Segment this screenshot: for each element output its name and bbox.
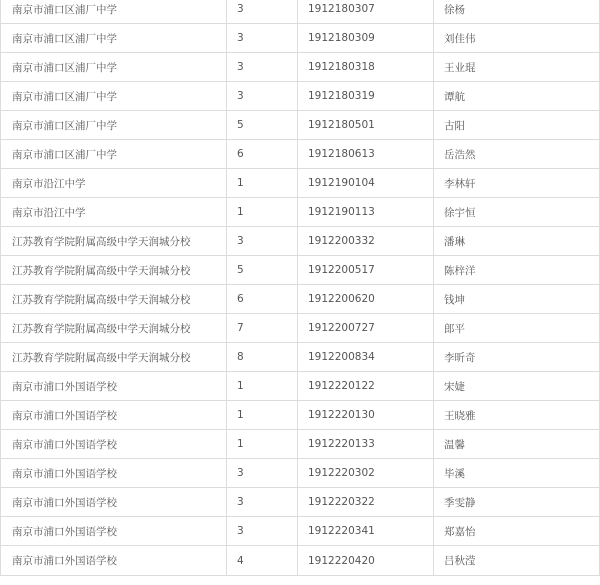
school-cell: 江苏教育学院附属高级中学天润城分校: [1, 314, 227, 343]
student-name-cell: 岳浩然: [434, 140, 600, 169]
school-cell: 南京市浦口外国语学校: [1, 517, 227, 546]
school-cell: 南京市浦口区浦厂中学: [1, 53, 227, 82]
student-id-cell: 1912220341: [298, 517, 434, 546]
student-id-cell: 1912200834: [298, 343, 434, 372]
student-id-cell: 1912220133: [298, 430, 434, 459]
student-id-cell: 1912220420: [298, 546, 434, 576]
student-name-cell: 温馨: [434, 430, 600, 459]
class-cell: 3: [227, 82, 298, 111]
student-name-cell: 李昕奇: [434, 343, 600, 372]
school-cell: 南京市浦口区浦厂中学: [1, 140, 227, 169]
school-cell: 江苏教育学院附属高级中学天润城分校: [1, 256, 227, 285]
class-cell: 1: [227, 372, 298, 401]
class-cell: 4: [227, 546, 298, 576]
table-row: [1, 488, 600, 517]
table-row: [1, 546, 600, 576]
student-id-cell: 1912200620: [298, 285, 434, 314]
school-cell: 南京市浦口外国语学校: [1, 459, 227, 488]
school-cell: 南京市浦口外国语学校: [1, 401, 227, 430]
school-cell: 南京市浦口外国语学校: [1, 372, 227, 401]
class-cell: 3: [227, 24, 298, 53]
class-cell: 1: [227, 430, 298, 459]
table-row: [1, 285, 600, 314]
student-name-cell: 徐杨: [434, 0, 600, 24]
student-id-cell: 1912220130: [298, 401, 434, 430]
table-row: [1, 401, 600, 430]
school-cell: 南京市浦口外国语学校: [1, 430, 227, 459]
school-cell: 南京市浦口外国语学校: [1, 546, 227, 576]
student-name-cell: 毕溪: [434, 459, 600, 488]
student-name-cell: 王业琨: [434, 53, 600, 82]
student-id-cell: 1912180501: [298, 111, 434, 140]
student-id-cell: 1912220322: [298, 488, 434, 517]
class-cell: 3: [227, 53, 298, 82]
school-cell: 南京市浦口外国语学校: [1, 488, 227, 517]
class-cell: 8: [227, 343, 298, 372]
class-cell: 5: [227, 256, 298, 285]
student-id-cell: 1912180307: [298, 0, 434, 24]
school-cell: 南京市浦口区浦厂中学: [1, 111, 227, 140]
school-cell: 江苏教育学院附属高级中学天润城分校: [1, 227, 227, 256]
school-cell: 南京市沿江中学: [1, 169, 227, 198]
table-row: [1, 198, 600, 227]
student-name-cell: 李林轩: [434, 169, 600, 198]
student-name-cell: 刘佳伟: [434, 24, 600, 53]
class-cell: 3: [227, 488, 298, 517]
student-id-cell: 1912200332: [298, 227, 434, 256]
table-row: [1, 24, 600, 53]
student-name-cell: 吕秋滢: [434, 546, 600, 576]
student-id-cell: 1912180309: [298, 24, 434, 53]
student-id-cell: 1912180318: [298, 53, 434, 82]
student-id-cell: 1912190113: [298, 198, 434, 227]
table-row: [1, 82, 600, 111]
student-name-cell: 季雯静: [434, 488, 600, 517]
table-row: [1, 53, 600, 82]
student-id-cell: 1912180613: [298, 140, 434, 169]
student-name-cell: 古阳: [434, 111, 600, 140]
student-id-cell: 1912220302: [298, 459, 434, 488]
class-cell: 7: [227, 314, 298, 343]
student-name-cell: 钱坤: [434, 285, 600, 314]
school-cell: 南京市浦口区浦厂中学: [1, 82, 227, 111]
school-cell: 江苏教育学院附属高级中学天润城分校: [1, 285, 227, 314]
school-cell: 江苏教育学院附属高级中学天润城分校: [1, 343, 227, 372]
class-cell: 3: [227, 517, 298, 546]
student-name-cell: 陈梓洋: [434, 256, 600, 285]
student-id-cell: 1912200727: [298, 314, 434, 343]
table-row: [1, 372, 600, 401]
student-id-cell: 1912220122: [298, 372, 434, 401]
table-row: [1, 169, 600, 198]
table-row: [1, 111, 600, 140]
student-name-cell: 谭航: [434, 82, 600, 111]
school-cell: 南京市沿江中学: [1, 198, 227, 227]
table-row: [1, 227, 600, 256]
class-cell: 3: [227, 0, 298, 24]
class-cell: 6: [227, 140, 298, 169]
table-row: [1, 0, 600, 24]
class-cell: 3: [227, 459, 298, 488]
class-cell: 6: [227, 285, 298, 314]
class-cell: 1: [227, 169, 298, 198]
class-cell: 3: [227, 227, 298, 256]
student-name-cell: 徐宇恒: [434, 198, 600, 227]
class-cell: 5: [227, 111, 298, 140]
student-name-cell: 王晓雅: [434, 401, 600, 430]
table-row: [1, 256, 600, 285]
student-name-cell: 宋婕: [434, 372, 600, 401]
student-name-cell: 郎平: [434, 314, 600, 343]
student-id-cell: 1912200517: [298, 256, 434, 285]
table-row: [1, 459, 600, 488]
student-name-cell: 潘琳: [434, 227, 600, 256]
school-cell: 南京市浦口区浦厂中学: [1, 24, 227, 53]
class-cell: 1: [227, 401, 298, 430]
student-id-cell: 1912180319: [298, 82, 434, 111]
table-row: [1, 343, 600, 372]
school-cell: 南京市浦口区浦厂中学: [1, 0, 227, 24]
student-table-body: [1, 0, 600, 576]
table-row: [1, 517, 600, 546]
student-name-cell: 郑嘉怡: [434, 517, 600, 546]
table-row: [1, 430, 600, 459]
class-cell: 1: [227, 198, 298, 227]
table-row: [1, 140, 600, 169]
table-row: [1, 314, 600, 343]
student-id-cell: 1912190104: [298, 169, 434, 198]
